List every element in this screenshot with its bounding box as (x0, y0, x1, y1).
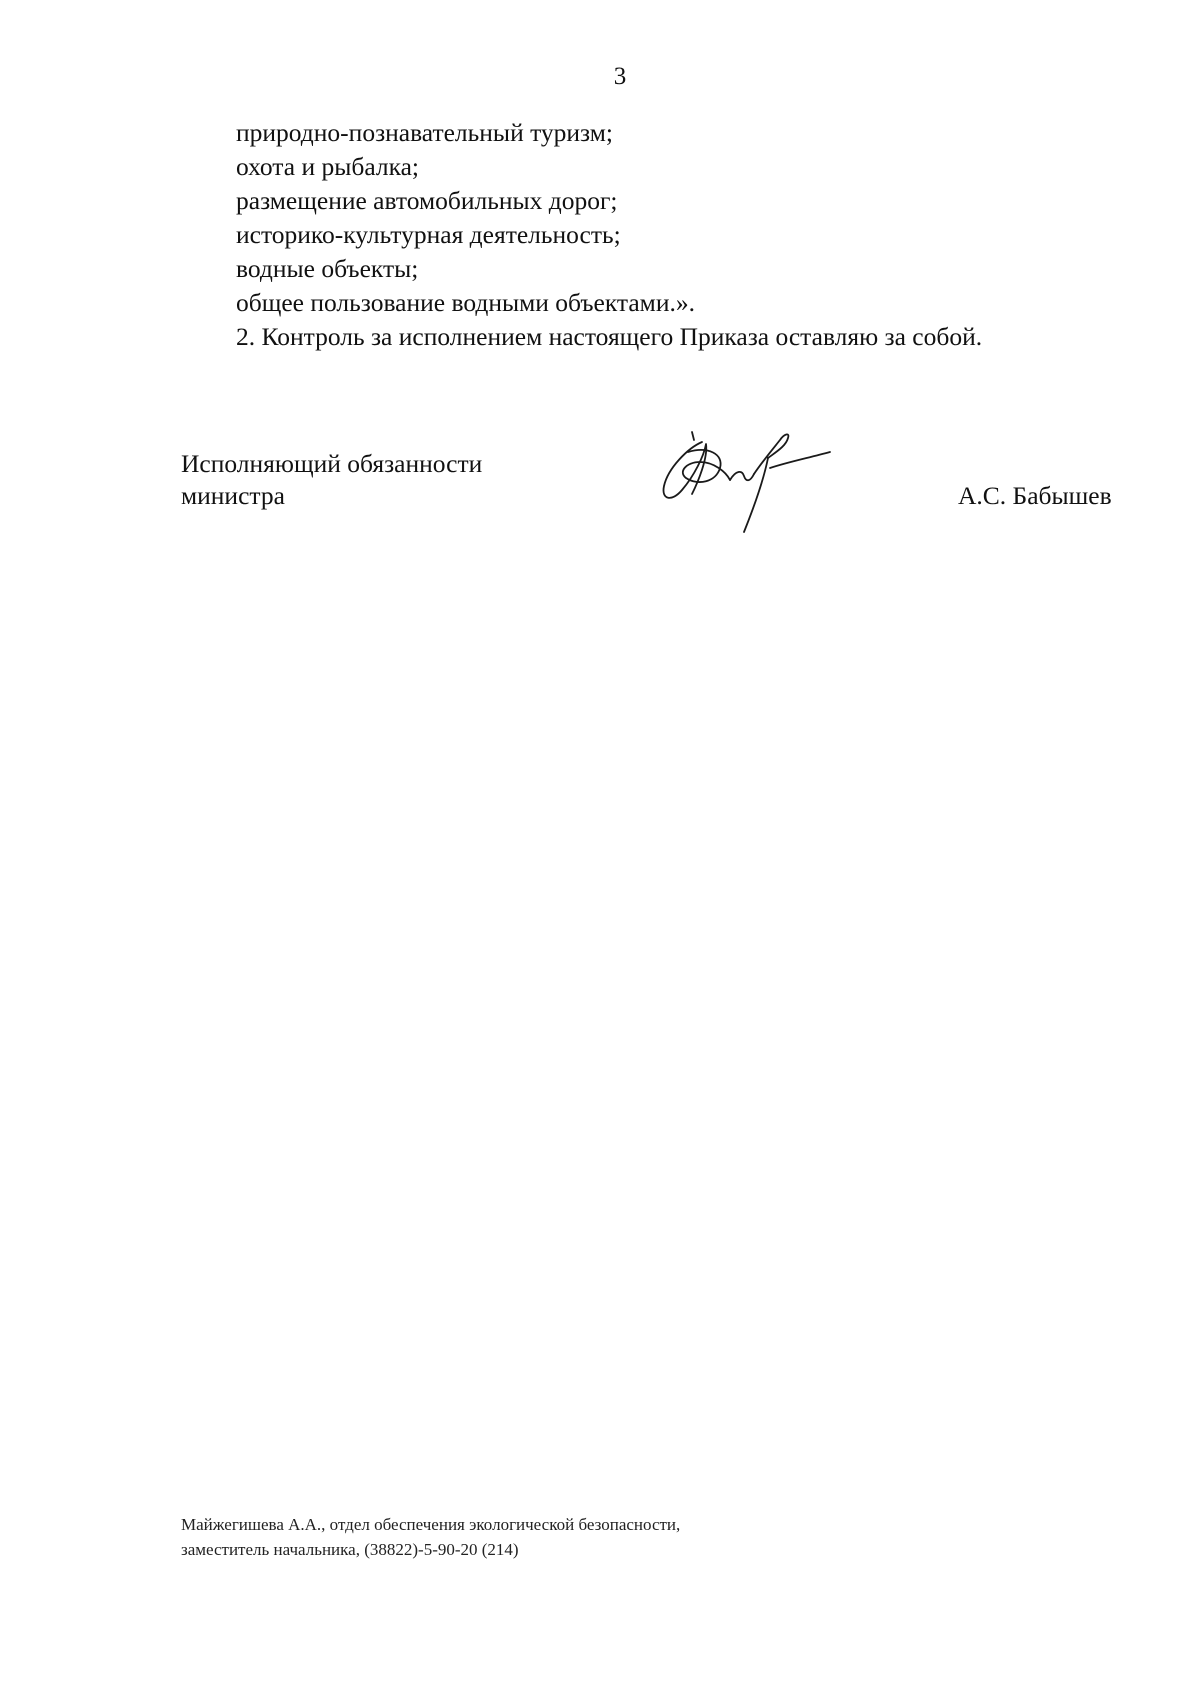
signer-title (181, 448, 482, 512)
page-number: 3 (613, 63, 627, 90)
list-item: природно-познавательный туризм; (236, 118, 613, 147)
signer-name: А.С. Бабышев (958, 481, 1112, 510)
list-item: размещение автомобильных дорог; (236, 186, 618, 215)
executor-note (181, 1512, 680, 1562)
list-item: историко-культурная деятельность; (236, 220, 621, 249)
list-item: общее пользование водными объектами.». (236, 288, 695, 317)
list-item: охота и рыбалка; (236, 152, 420, 181)
signer-title-line: Исполняющий обязанности (181, 449, 483, 478)
executor-note-line: заместитель начальника, (38822)-5-90-20 (214) (181, 1540, 519, 1559)
list-item: водные объекты; (236, 254, 419, 283)
list-of-activities (236, 116, 1136, 320)
executor-note-line: Майжегишева А.А., отдел обеспечения экологической безопасности, (181, 1515, 681, 1534)
closing-paragraph: 2. Контроль за исполнением настоящего Приказа оставляю за собой. (236, 322, 983, 351)
handwritten-signature (658, 428, 836, 540)
signer-title-line: министра (181, 481, 285, 510)
